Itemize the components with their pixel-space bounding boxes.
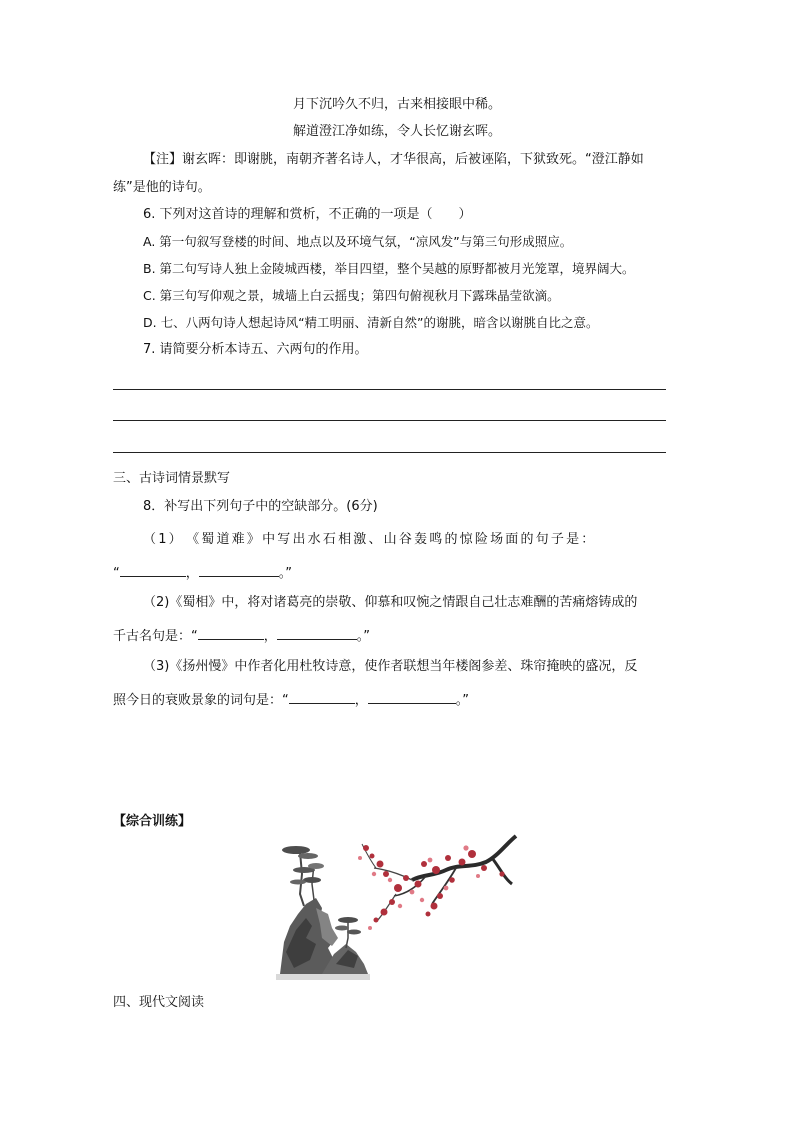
note-line-2: 练”是他的诗句。 (113, 180, 211, 195)
q6-stem: 6. 下列对这首诗的理解和赏析，不正确的一项是（ ） (143, 207, 472, 222)
note-line-1: 【注】谢玄晖：即谢朓，南朝齐著名诗人，才华很高，后被诬陷，下狱致死。“澄江静如 (143, 152, 644, 167)
open-quote: “ (113, 566, 120, 581)
q6-option-a: A. 第一句叙写登楼的时间、地点以及环境气氛，“凉风发”与第三句形成照应。 (143, 234, 573, 249)
poem-line-1: 月下沉吟久不归，古来相接眼中稀。 (292, 97, 501, 112)
q6-option-c: C. 第三句写仰观之景，城墙上白云摇曳；第四句俯视秋月下露珠晶莹欲滴。 (143, 288, 560, 303)
plum-blossom-painting (358, 836, 516, 930)
comprehensive-title: 【综合训练】 (113, 814, 192, 829)
comma: ， (354, 693, 368, 708)
close-quote: 。” (455, 693, 470, 708)
blank-3b[interactable] (368, 689, 456, 704)
comma: ， (263, 629, 277, 644)
answer-line-2[interactable] (113, 420, 666, 421)
blank-1a[interactable] (120, 562, 186, 577)
q8-part3-text: （3)《扬州慢》中作者化用杜牧诗意，使作者联想当年楼阁参差、珠帘掩映的盛况，反 (143, 659, 638, 674)
comma: ， (185, 566, 199, 581)
q8-part1-answer (113, 562, 292, 583)
poem-line-2: 解道澄江净如练，令人长忆谢玄晖。 (292, 124, 501, 139)
close-quote: 。” (356, 629, 371, 644)
mountain-pine-painting (276, 846, 370, 980)
q8-part2-prefix: 千古名句是：“ (113, 629, 198, 644)
ink-painting-image (276, 834, 520, 980)
answer-line-1[interactable] (113, 389, 666, 390)
q6-option-d: D. 七、八两句诗人想起诗风“精工明丽、清新自然”的谢朓，暗含以谢朓自比之意。 (143, 315, 599, 330)
answer-line-3[interactable] (113, 452, 666, 453)
q8-part1-text: （1） 《蜀道难》中写出水石相激、山谷轰鸣的惊险场面的句子是： (143, 532, 597, 547)
section-3-title: 三、古诗词情景默写 (113, 471, 231, 486)
q8-stem: 8．补写出下列句子中的空缺部分。(6分) (143, 499, 378, 514)
q7-stem: 7. 请简要分析本诗五、六两句的作用。 (143, 342, 368, 357)
q8-part2-answer (113, 625, 370, 646)
blank-2b[interactable] (277, 625, 357, 640)
close-quote: 。” (278, 566, 293, 581)
q6-option-b: B. 第二句写诗人独上金陵城西楼，举目四望，整个吴越的原野都被月光笼罩，境界阔大。 (143, 261, 635, 276)
blank-3a[interactable] (289, 689, 355, 704)
q8-part3-answer (113, 689, 469, 710)
q8-part3-prefix: 照今日的衰败景象的词句是：“ (113, 693, 289, 708)
q8-part2-text: （2)《蜀相》中，将对诸葛亮的崇敬、仰慕和叹惋之情跟自己壮志难酬的苦痛熔铸成的 (143, 595, 638, 610)
section-4-title: 四、现代文阅读 (113, 995, 205, 1010)
blank-2a[interactable] (198, 625, 264, 640)
blank-1b[interactable] (199, 562, 279, 577)
